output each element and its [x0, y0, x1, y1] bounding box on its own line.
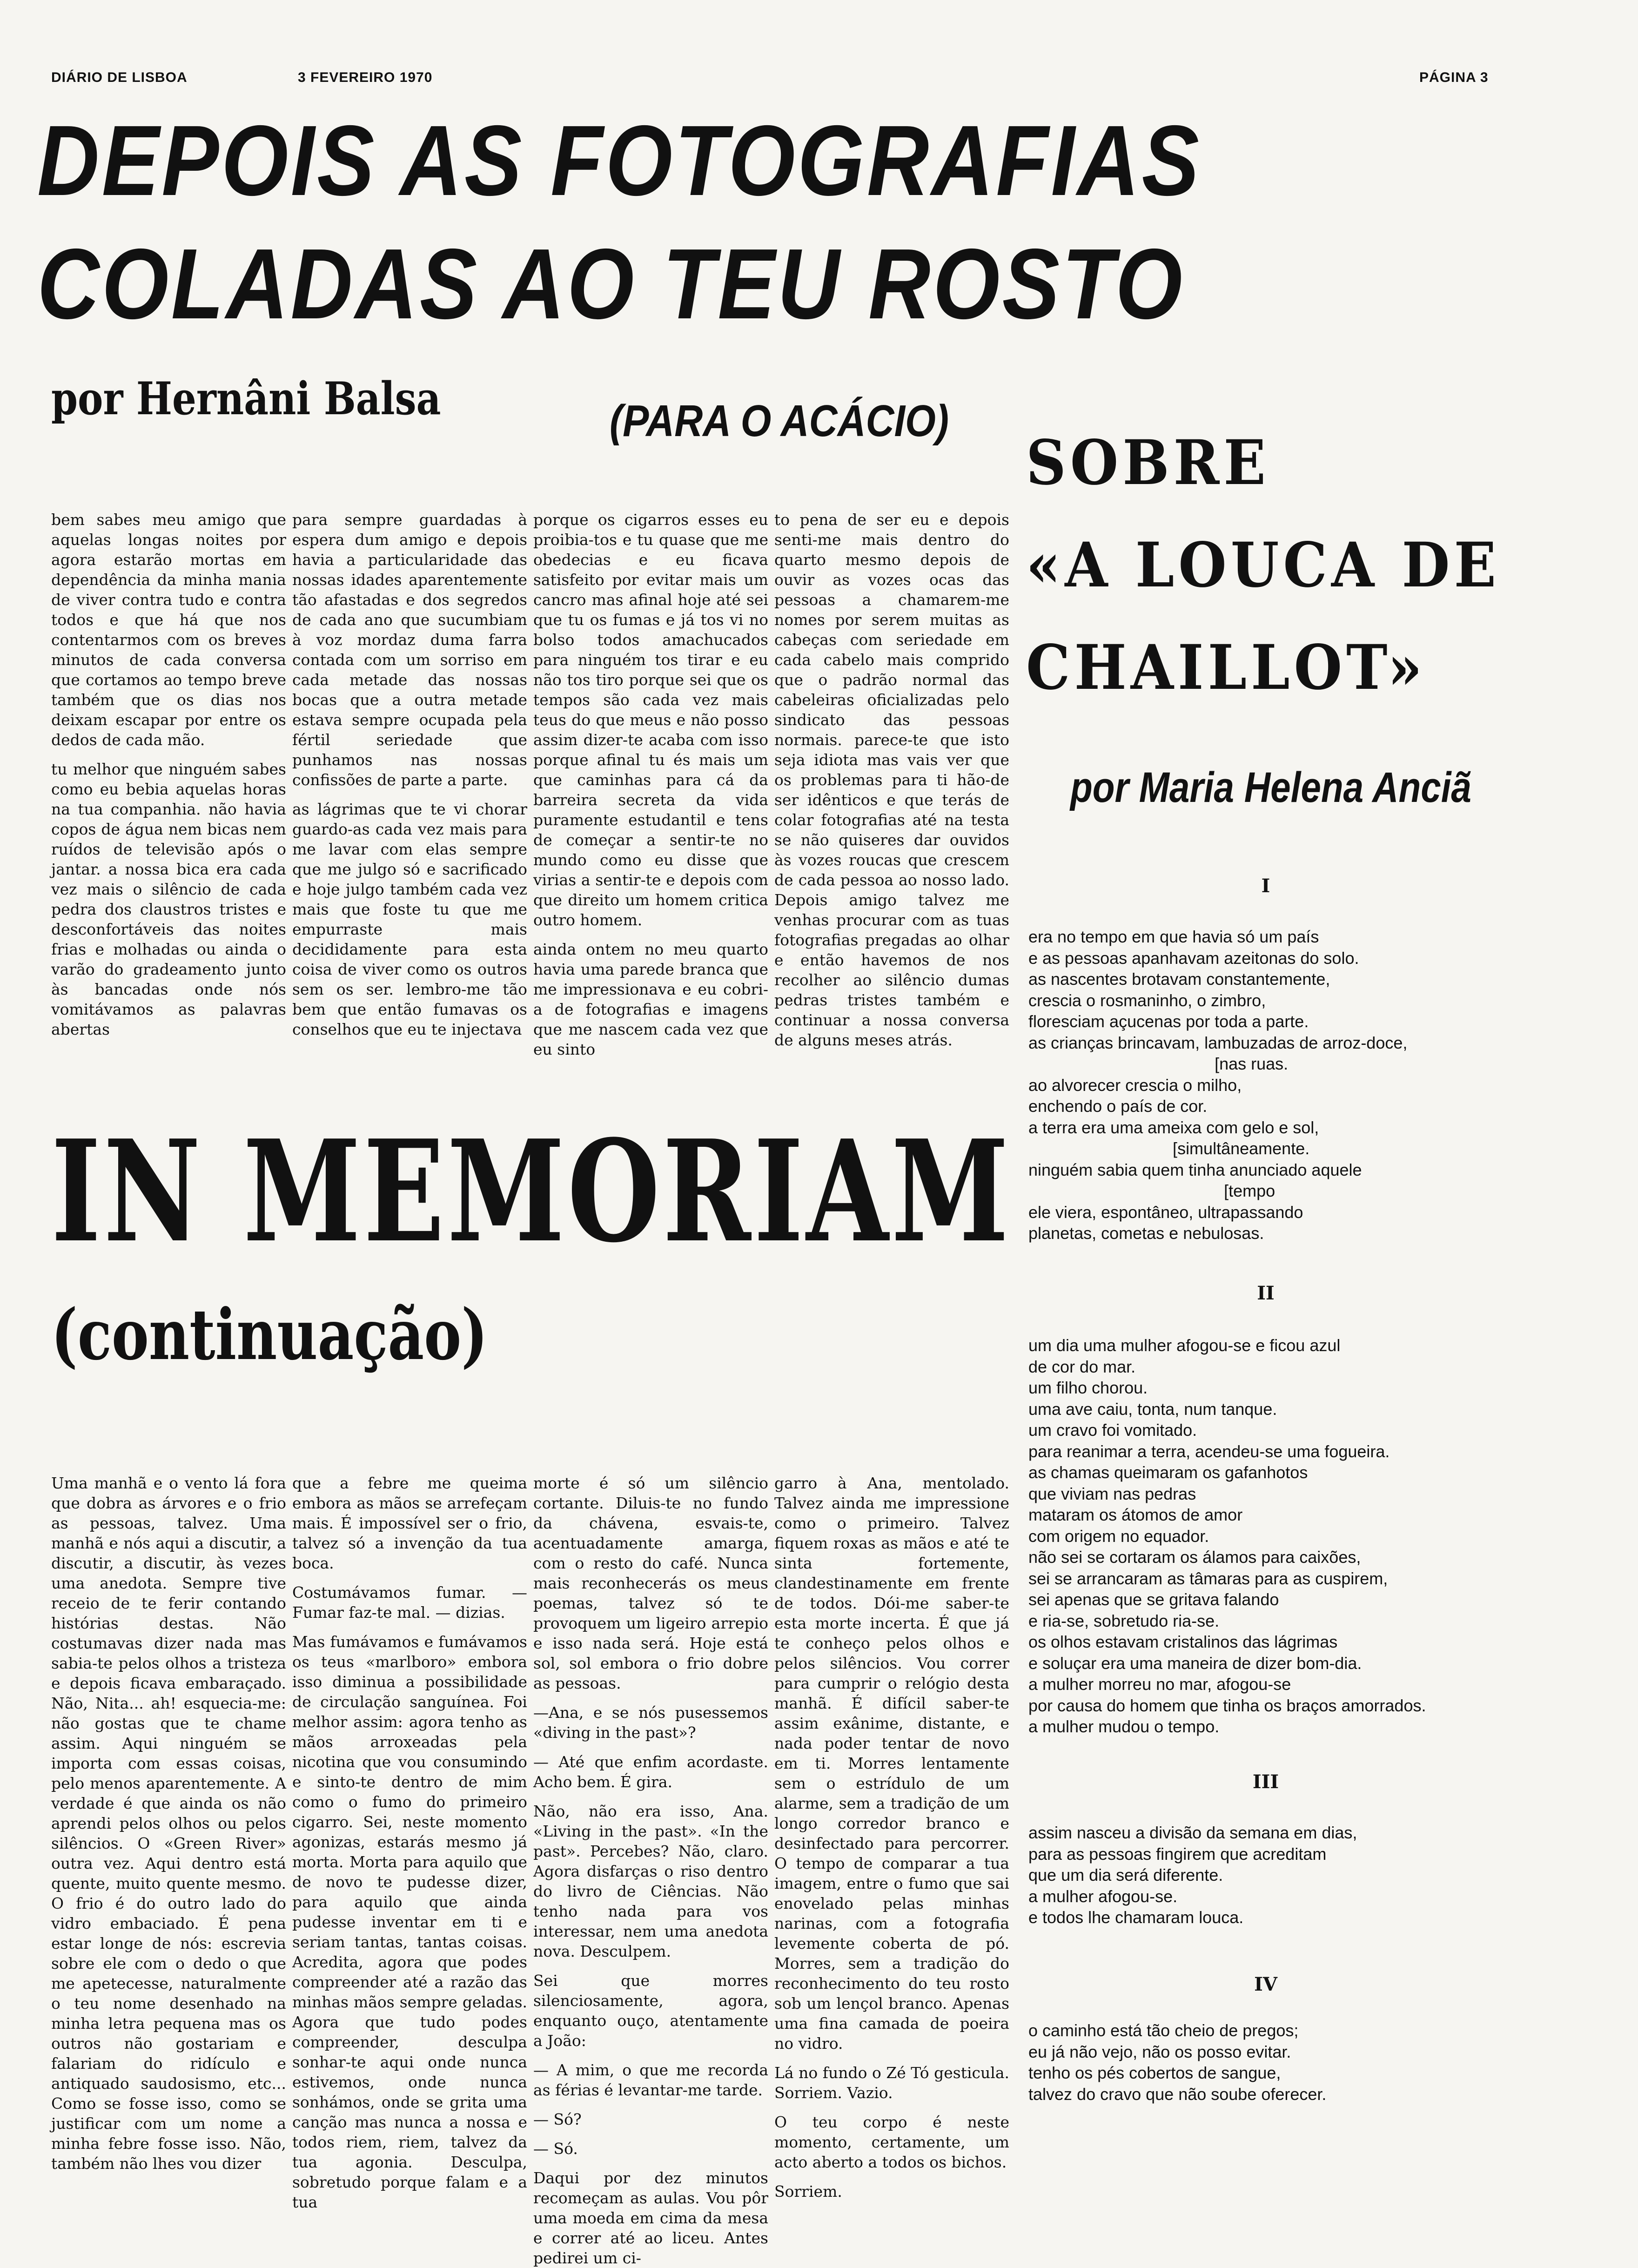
paragraph: O teu corpo é neste momento, certamente, um acto aberto a todos os bichos. — [774, 2113, 1009, 2171]
article3-column-2 — [292, 1473, 527, 2211]
paragraph: morte é só um silêncio cortante. Diluis-te no fundo da chávena, esvais-te, acentuadamente amarga, com o resto do café. Nunca mais reconhecerás os meus poemas, talvez só te provoquem um ligeiro arrepio e isso nada será. Hoje está sol, sol embora o frio dobre as pessoas. — [533, 1474, 768, 1692]
paragraph: — A mim, o que me recorda as férias é levantar-me tarde. — [533, 2061, 768, 2099]
headline-line-1: DEPOIS AS FOTOGRAFIAS — [37, 104, 1202, 216]
article2-title-line-1: SOBRE — [1026, 427, 1270, 499]
paragraph: Mas fumávamos e fumávamos os teus «marlboro» embora isso diminua a possibilidade de circulação sanguínea. Foi melhor assim: agora tenho as mãos arroxeadas pela nicotina que vou consumindo e sinto-te dentro de mim como o fumo do primeiro cigarro. Sei, neste momento agonizas, estarás mesmo já morta. Morta para aquilo que de novo te pudesse dizer, para aquilo que ainda pudesse inventar em ti e seriam tantas, tantas coisas. Acredita, agora que podes compreender até a razão das minhas mãos sempre geladas. Agora que tudo podes compreender, desculpa sonhar-te aqui onde nunca estivemos, onde nunca sonhámos, onde se grita uma canção mas nunca a nossa e todos riem, riem, talvez da tua agonia. Desculpa, sobretudo porque falam e a tua — [292, 1633, 527, 2211]
section-numeral-1: I — [1261, 875, 1270, 897]
paragraph: — Só. — [533, 2140, 578, 2158]
paragraph: as lágrimas que te vi chorar guardo-as cada vez mais para me lavar com elas sempre que me julgo só e sacrificado e hoje julgo também cada vez mais que foste tu que me empurraste mais decididamente para esta coisa de viver como os outros sem os ser. lembro-me tão bem que então fumavas os conselhos que eu te injectava — [292, 800, 527, 1038]
article3-column-1 — [51, 1473, 286, 2173]
poem-section-4: o caminho está tão cheio de pregos; eu já não vejo, não os posso evitar. tenho os pés cobertos de sangue, talvez do cravo que não soube oferecer. — [1028, 2021, 1327, 2104]
paragraph: Daqui por dez minutos recomeçam as aulas. Vou pôr uma moeda em cima da mesa e correr até ao liceu. Antes pedirei um ci- — [533, 2169, 768, 2267]
article3-column-4 — [774, 1473, 1009, 2201]
section-numeral-3: III — [1252, 1771, 1279, 1793]
poem-section-2: um dia uma mulher afogou-se e ficou azul de cor do mar. um filho chorou. uma ave caiu, tonta, num tanque. um cravo foi vomitado. para reanimar a terra, acendeu-se uma fogueira. as chamas queimaram os gafanhotos que viviam nas pedras mataram os átomos de amor com origem no equador. não sei se cortaram os álamos para caixões, sei se arrancaram as tâmaras para as cuspirem, sei apenas que se gritava falando e ria-se, sobretudo ria-se. os olhos estavam cristalinos das lágrimas e soluçar era uma maneira de dizer bom-dia. a mulher morreu no mar, afogou-se por causa do homem que tinha os braços amorrados. a mulher mudou o tempo. — [1028, 1336, 1426, 1736]
article3-title: IN MEMORIAM — [51, 1109, 1012, 1273]
article1-column-1 — [51, 510, 286, 1038]
paragraph: Uma manhã e o vento lá fora que dobra as árvores e o frio as pessoas, talvez. Uma manhã e nós aqui a discutir, a discutir, a discutir, às vezes uma anedota. Sempre tive receio de te ferir contando histórias destas. Não costumavas dizer nada mas sabia-te pelos olhos a tristeza e depois ficava embaraçado. Não, Nita... ah! esquecia-me: não gostas que te chame assim. Aqui ninguém se importa com essas coisas, pelo menos aparentemente. A verdade é que ainda os não aprendi pelos olhos ou pelos silêncios. O «Green River» outra vez. Aqui dentro está quente, muito quente mesmo. O frio é do outro lado do vidro embaciado. É pena estar longe de nós: escrevia sobre ele com o dedo o que me apetecesse, naturalmente o teu nome desenhado na minha letra pequena mas os outros não gostariam e falariam do ridículo e antiquado saudosismo, etc... Como se fosse isso, como se justificar com um nome a minha febre fosse isso. Não, também não lhes vou dizer — [51, 1474, 286, 2173]
article1-column-2 — [292, 510, 527, 1038]
article1-dedication: (PARA O ACÁCIO) — [610, 396, 949, 446]
paragraph: garro à Ana, mentolado. Talvez ainda me impressione como o primeiro. Talvez fiquem roxas as mãos e até te sinta fortemente, clandestinamente em frente de todos. Dói-me saber-te esta morte incerta. É que já te conheço pelos olhos e pelos silêncios. Vou correr para cumprir o relógio desta manhã. É difícil saber-te assim exânime, distante, e nada poder tentar de novo em ti. Morres lentamente sem o estrídulo de um alarme, sem a tradição de um longo corredor branco e desinfectado para percorrer. O tempo de comparar a tua imagem, entre o fumo que sai enovelado pelas minhas narinas, com a fotografia levemente coberta de pó. Morres, sem a tradição do reconhecimento do teu rosto sob um lençol branco. Apenas uma fina camada de poeira no vidro. — [774, 1474, 1009, 2053]
paragraph: porque os cigarros esses eu proibia-tos e tu quase que me obedecias e eu ficava satisfeito por evitar mais um cancro mas afinal hoje até sei que tu os fumas e já tos vi no bolso todos amachucados para ninguém tos tirar e eu não tos tiro porque sei que os tempos são cada vez mais teus do que meus e não posso assim dizer-te acaba com isso porque afinal tu és mais um que caminhas para cá da barreira secreta da vida puramente estudantil e tens de começar a sentir-te no mundo como eu disse que virias a sentir-te e depois com que direito um homem critica outro homem. — [533, 511, 768, 929]
paragraph: Sorriem. — [774, 2182, 842, 2201]
paragraph: Costumávamos fumar. — Fumar faz-te mal. — dizias. — [292, 1583, 527, 1622]
article1-byline: por Hernâni Balsa — [51, 372, 441, 425]
paragraph: — Até que enfim acordaste. Acho bem. É gira. — [533, 1753, 768, 1791]
article2-title-line-3: CHAILLOT» — [1026, 632, 1427, 704]
paragraph: ainda ontem no meu quarto havia uma parede branca que me impressionava e eu cobri-a de fotografias e imagens que me nascem cada vez que eu sinto — [533, 940, 768, 1058]
article2-title-line-2: «A LOUCA DE — [1026, 529, 1501, 601]
newspaper-name: DIÁRIO DE LISBOA — [51, 70, 188, 85]
paragraph: Lá no fundo o Zé Tó gesticula. Sorriem. Vazio. — [774, 2064, 1009, 2102]
paragraph: Não, não era isso, Ana. «Living in the past». «In the past». Percebes? Não, claro. Agora disfarças o riso dentro do livro de Ciências. Não tenho nada para vos interessar, nem uma anedota nova. Desculpem. — [533, 1802, 768, 1960]
paragraph: Sei que morres silenciosamente, agora, enquanto ouço, atentamente a João: — [533, 1972, 768, 2050]
poem-section-1: era no tempo em que havia só um país e as pessoas apanhavam azeitonas do solo. as nascentes brotavam constantemente, crescia o rosmaninho, o zimbro, floresciam açucenas por toda a parte. as crianças brincavam, lambuzadas de arroz-doce, [nas ruas. ao alvorecer crescia o milho, enchendo o país de cor. a terra era uma ameixa com gelo e sol, [simultâneamente. ninguém sabia quem tinha anunciado aquele [tempo ele viera, espontâneo, ultrapassando planetas, cometas e nebulosas. — [1028, 927, 1408, 1243]
paragraph: bem sabes meu amigo que aquelas longas noites por agora estarão mortas em dependência da minha mania de viver contra tudo e contra todos e que há que nos contentarmos com os breves minutos de cada conversa que cortamos ao tempo breve também que os dias nos deixam escapar por entre os dedos de cada mão. — [51, 511, 286, 749]
article1-column-3 — [533, 510, 768, 1058]
article1-column-4 — [774, 510, 1009, 1049]
section-numeral-2: II — [1257, 1282, 1275, 1304]
headline-line-2: COLADAS AO TEU ROSTO — [37, 228, 1185, 340]
paragraph: que a febre me queima embora as mãos se arrefeçam mais. É impossível ser o frio, talvez só a invenção da tua boca. — [292, 1474, 527, 1572]
article2-byline: por Maria Helena Anciã — [1070, 764, 1471, 811]
paragraph: —Ana, e se nós pusessemos «diving in the past»? — [533, 1703, 768, 1742]
paragraph: to pena de ser eu e depois senti-me mais dentro do quarto mesmo depois de ouvir as vozes ocas das pessoas a chamarem-me nomes por serem muitas as cabeças com seriedade em cada cabelo mais comprido que o padrão normal das cabeleiras oficializadas pelo sindicato das pessoas normais. parece-te que isto seja idiota mas vais ver que os problemas para ti hão-de ser idênticos e que terás de colar fotografias até na testa se não quiseres dar ouvidos às vozes roucas que crescem de cada pessoa ao nosso lado. Depois amigo talvez me venhas procurar com as tuas fotografias pregadas ao olhar e então havemos de nos recolher ao silêncio dumas pedras tristes também e continuar a nossa conversa de alguns meses atrás. — [774, 511, 1009, 1049]
paragraph: tu melhor que ninguém sabes como eu bebia aquelas horas na tua companhia. não havia copos de água nem bicas nem ruídos de televisão após o jantar. a nossa bica era cada vez mais o silêncio de cada pedra dos claustros tristes e desconfortáveis das noites frias e molhadas ou ainda o varão do gradeamento junto às bancadas onde nós vomitávamos as palavras abertas — [51, 760, 286, 1038]
paragraph: — Só? — [533, 2110, 582, 2128]
issue-date: 3 FEVEREIRO 1970 — [298, 70, 433, 85]
article3-column-3 — [533, 1473, 768, 2267]
section-numeral-4: IV — [1254, 1973, 1277, 1995]
article3-subtitle: (continuação) — [51, 1294, 488, 1376]
paragraph: para sempre guardadas à espera dum amigo e depois havia a particularidade das nossas idades aparentemente tão afastadas e dos segredos de cada ano que sucumbiam à voz mordaz duma farra contada com um sorriso em cada metade das nossas bocas que a outra metade estava sempre ocupada pela fértil seriedade que punhamos nas nossas confissões de parte a parte. — [292, 511, 527, 789]
poem-section-3: assim nasceu a divisão da semana em dias, para as pessoas fingirem que acreditam que um dia será diferente. a mulher afogou-se. e todos lhe chamaram louca. — [1028, 1823, 1357, 1927]
page-number: PÁGINA 3 — [1419, 70, 1489, 85]
